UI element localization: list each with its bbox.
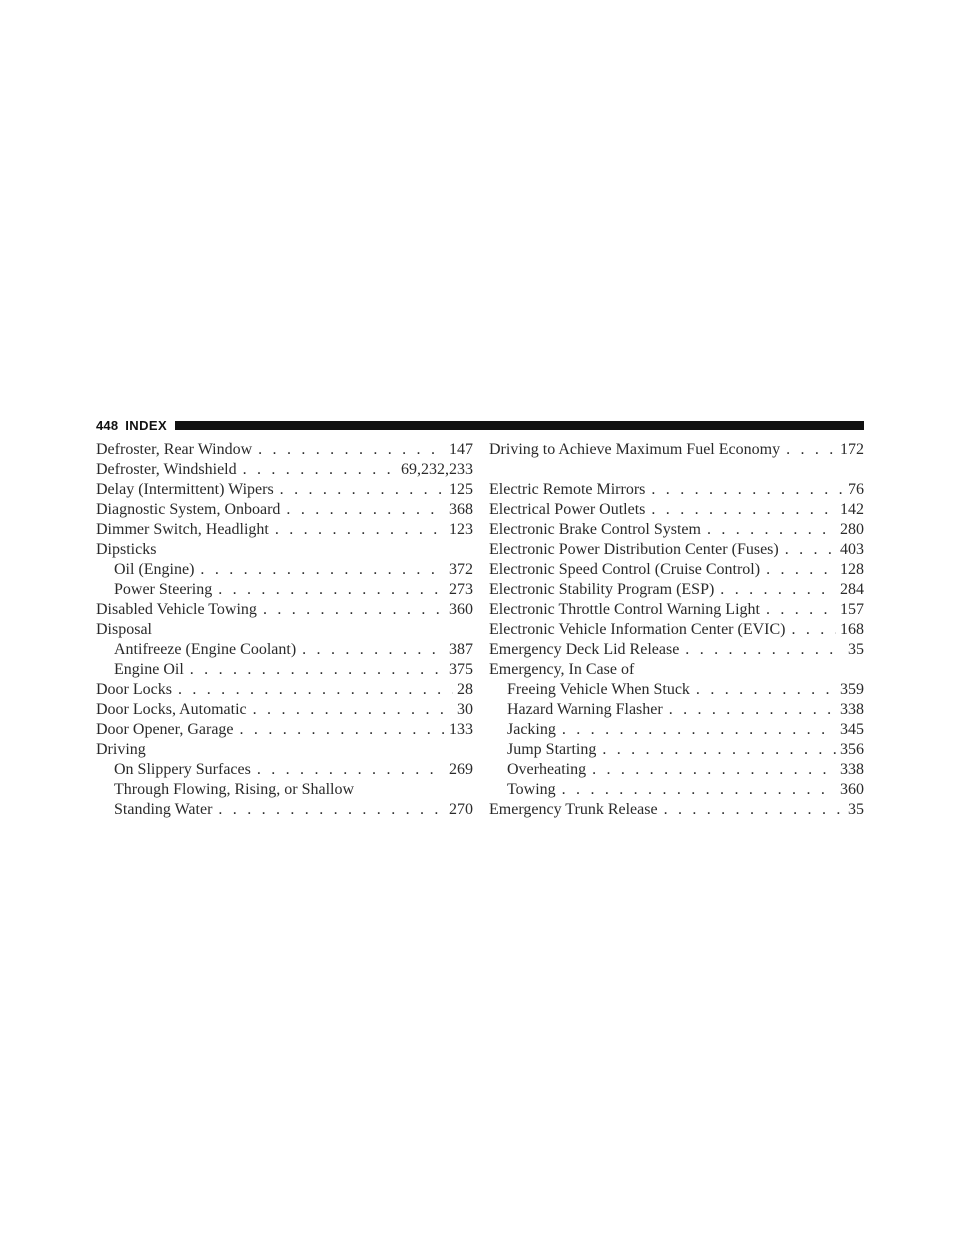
dot-leader [669,700,836,720]
entry-label: Towing [507,781,556,798]
dot-leader [707,520,836,540]
dot-leader [685,640,844,660]
index-subentry [96,580,473,600]
index-entry [96,520,473,540]
entry-label: Electrical Power Outlets [489,501,646,518]
dot-leader [178,680,453,700]
entry-label: Defroster, Windshield [96,461,237,478]
page-number: 448 [96,417,119,433]
dot-leader [200,560,445,580]
dot-leader [218,800,445,820]
entry-page: 69,232,233 [401,461,473,478]
index-heading: Driving [96,741,146,758]
entry-page: 360 [840,781,864,798]
index-entry [96,460,473,480]
dot-leader [280,480,445,500]
section-title: INDEX [125,417,168,433]
dot-leader [766,600,836,620]
dot-leader [785,540,836,560]
index-subheading: Through Flowing, Rising, or Shallow [114,781,355,798]
entry-label: Emergency Trunk Release [489,801,658,818]
entry-label: Jump Starting [507,741,597,758]
index-entry [489,800,864,820]
entry-label: Door Opener, Garage [96,721,234,738]
entry-page: 284 [840,581,864,598]
index-entry [96,440,473,460]
entry-label: Freeing Vehicle When Stuck [507,681,690,698]
dot-leader [257,760,445,780]
dot-leader [190,660,445,680]
index-entry [489,440,864,460]
index-subentry [96,560,473,580]
entry-label: Delay (Intermittent) Wipers [96,481,274,498]
entry-page: 30 [457,701,473,718]
entry-label: Electronic Throttle Control Warning Light [489,601,760,618]
index-entry [96,480,473,500]
index-subentry [489,780,864,800]
dot-leader [791,620,836,640]
entry-label: Engine Oil [114,661,184,678]
entry-page: 360 [449,601,473,618]
dot-leader [720,580,836,600]
entry-page: 269 [449,761,473,778]
dot-leader [651,480,844,500]
entry-page: 270 [449,801,473,818]
index-subentry [489,720,864,740]
index-subentry [489,760,864,780]
entry-label: Antifreeze (Engine Coolant) [114,641,297,658]
dot-leader [258,440,445,460]
index-entry [489,600,864,620]
dot-leader [602,740,836,760]
dot-leader [651,500,836,520]
dot-leader [275,520,445,540]
entry-page: 273 [449,581,473,598]
entry-label: Driving to Achieve Maximum Fuel Economy [489,441,781,458]
dot-leader [253,700,453,720]
entry-page: 372 [449,561,473,578]
index-column-right [489,440,864,820]
entry-label: Electronic Brake Control System [489,521,701,538]
dot-leader [240,720,445,740]
entry-label: Oil (Engine) [114,561,195,578]
index-entry [96,600,473,620]
dot-leader [302,640,445,660]
entry-label: Electronic Vehicle Information Center (EVIC) [489,621,786,638]
header-rule [175,421,864,430]
index-subentry [489,700,864,720]
index-entry [489,480,864,500]
entry-label: Power Steering [114,581,213,598]
entry-label: Emergency Deck Lid Release [489,641,680,658]
dot-leader [286,500,445,520]
index-entry [489,620,864,640]
index-subentry [96,640,473,660]
entry-page: 35 [848,801,864,818]
index-subentry [96,760,473,780]
entry-label: Electronic Power Distribution Center (Fuses) [489,541,779,558]
dot-leader [243,460,397,480]
entry-page: 387 [449,641,473,658]
entry-label: Disabled Vehicle Towing [96,601,257,618]
entry-label: Electronic Stability Program (ESP) [489,581,715,598]
dot-leader [766,560,836,580]
entry-page: 345 [840,721,864,738]
index-entry [96,700,473,720]
entry-page: 76 [848,481,864,498]
dot-leader [592,760,836,780]
dot-leader [696,680,836,700]
index-heading: Disposal [96,621,152,638]
index-entry [489,580,864,600]
entry-page: 128 [840,561,864,578]
index-heading: Emergency, In Case of [489,661,635,678]
entry-page: 147 [449,441,473,458]
entry-page: 359 [840,681,864,698]
entry-page: 368 [449,501,473,518]
index-entry [96,500,473,520]
entry-page: 142 [840,501,864,518]
entry-label: Standing Water [114,801,213,818]
entry-label: Hazard Warning Flasher [507,701,663,718]
entry-page: 125 [449,481,473,498]
dot-leader [562,780,836,800]
entry-page: 356 [840,741,864,758]
entry-label: On Slippery Surfaces [114,761,251,778]
index-entry [489,560,864,580]
entry-page: 338 [840,701,864,718]
index-subentry [489,680,864,700]
index-entry [489,640,864,660]
dot-leader [786,440,836,460]
entry-label: Defroster, Rear Window [96,441,253,458]
entry-page: 28 [457,681,473,698]
page-header [96,415,864,435]
index-entry [489,500,864,520]
index-column-left [96,440,473,820]
entry-page: 172 [840,441,864,458]
entry-page: 280 [840,521,864,538]
index-heading: Dipsticks [96,541,157,558]
entry-label: Door Locks [96,681,172,698]
index-entry [489,540,864,560]
entry-label: Overheating [507,761,587,778]
dot-leader [562,720,836,740]
entry-label: Dimmer Switch, Headlight [96,521,269,538]
dot-leader [664,800,844,820]
index-subentry [96,660,473,680]
entry-page: 133 [449,721,473,738]
entry-page: 35 [848,641,864,658]
index-subentry [96,800,473,820]
entry-page: 375 [449,661,473,678]
entry-label: Door Locks, Automatic [96,701,247,718]
dot-leader [263,600,445,620]
entry-label: Electric Remote Mirrors [489,481,646,498]
entry-label: Jacking [507,721,556,738]
entry-page: 403 [840,541,864,558]
entry-page: 157 [840,601,864,618]
entry-label: Diagnostic System, Onboard [96,501,281,518]
index-subentry [489,740,864,760]
index-entry [489,520,864,540]
entry-label: Electronic Speed Control (Cruise Control) [489,561,761,578]
index-entry [96,720,473,740]
entry-page: 168 [840,621,864,638]
entry-page: 123 [449,521,473,538]
entry-page: 338 [840,761,864,778]
spacer [489,460,864,480]
dot-leader [218,580,445,600]
index-entry [96,680,473,700]
